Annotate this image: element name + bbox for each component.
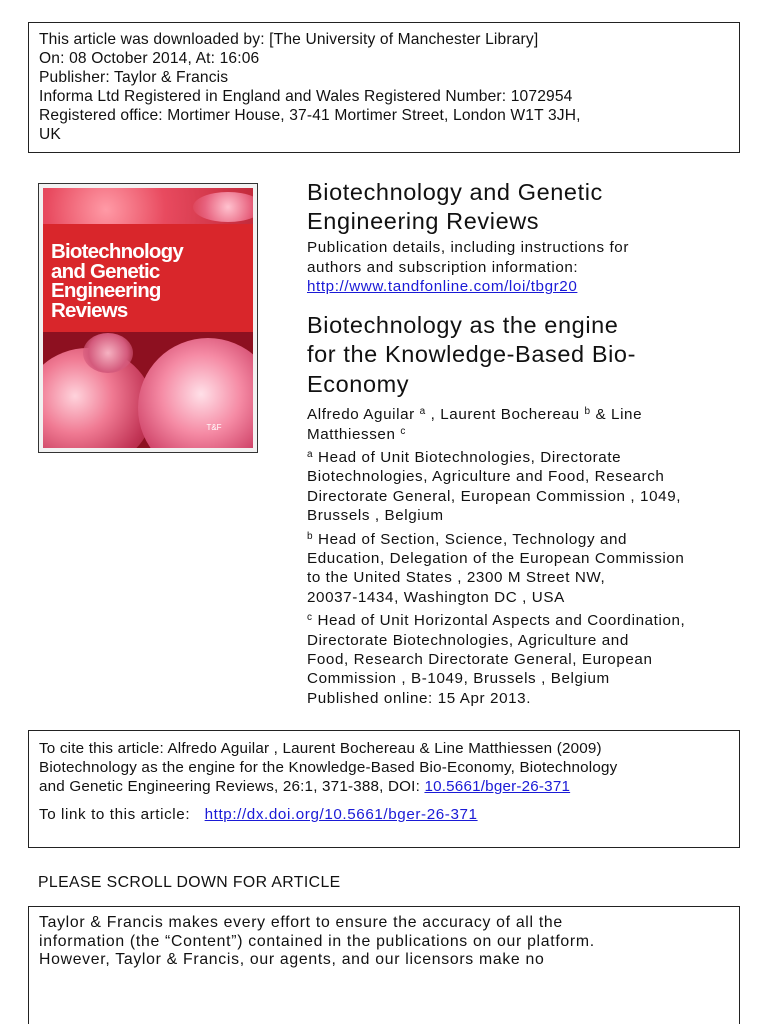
cover-artwork (43, 188, 253, 448)
affiliation-line: Food, Research Directorate General, European (307, 651, 653, 669)
affiliation-marker: a (419, 406, 426, 417)
published-date: Published online: 15 Apr 2013. (307, 689, 532, 707)
citation-line: Biotechnology as the engine for the Knowledge-Based Bio-Economy, Biotechnology (39, 759, 618, 776)
author-name: & Line (595, 406, 643, 423)
cell-illustration (83, 333, 133, 373)
publication-info (307, 178, 747, 708)
article-doi-url-link[interactable]: http://dx.doi.org/10.5661/bger-26-371 (204, 806, 478, 823)
affiliation-line: Brussels , Belgium (307, 507, 444, 525)
affiliation-line: Education, Delegation of the European Commission (307, 550, 685, 568)
article-title-line: for the Knowledge-Based Bio- (307, 341, 637, 367)
article-link-row (39, 805, 729, 824)
affiliation-line: 20037-1434, Washington DC , USA (307, 588, 565, 606)
affiliation-a (307, 448, 747, 526)
article-title (307, 311, 747, 400)
download-line: This article was downloaded by: [The University of Manchester Library] (39, 31, 539, 48)
affiliation-line: Head of Unit Biotechnologies, Directorate (318, 449, 622, 466)
cover-title (51, 242, 183, 320)
cover-title-line: and Genetic (51, 259, 160, 283)
journal-title-line: Biotechnology and Genetic (307, 179, 603, 205)
citation-text: and Genetic Engineering Reviews, 26:1, 371-388, DOI: (39, 778, 425, 795)
article-title-line: Economy (307, 370, 410, 397)
publisher-logo-icon: T&F (206, 423, 222, 432)
journal-title (307, 178, 747, 236)
download-line: Registered office: Mortimer House, 37-41 Mortimer Street, London W1T 3JH, (39, 107, 581, 124)
affiliation-line: to the United States , 2300 M Street NW, (307, 569, 606, 587)
publication-details (307, 238, 747, 297)
journal-url-link[interactable]: http://www.tandfonline.com/loi/tbgr20 (307, 278, 578, 295)
article-title-line: Biotechnology as the engine (307, 311, 619, 338)
cover-title-line: Biotechnology (51, 240, 183, 263)
affiliation-marker: b (307, 530, 314, 542)
disclaimer-line: Taylor & Francis makes every effort to ensure the accuracy of all the (39, 914, 563, 931)
affiliation-line: Head of Unit Horizontal Aspects and Coordination, (317, 612, 686, 630)
affiliation-b (307, 530, 747, 608)
cover-title-line: Engineering (51, 279, 161, 302)
download-line: Informa Ltd Registered in England and Wales Registered Number: 1072954 (39, 88, 573, 105)
affiliation-marker: c (400, 425, 406, 437)
details-line: authors and subscription information: (307, 258, 579, 276)
journal-cover-image (38, 183, 258, 453)
author-name: , Laurent Bochereau (430, 406, 580, 423)
affiliation-c (307, 611, 747, 708)
affiliation-line: Directorate Biotechnologies, Agriculture and (307, 631, 629, 649)
disclaimer-line: information (the “Content”) contained in the publications on our platform. (39, 932, 595, 950)
download-line: Publisher: Taylor & Francis (39, 69, 229, 86)
article-link-label: To link to this article: (39, 806, 191, 823)
affiliation-line: Commission , B-1049, Brussels , Belgium (307, 670, 610, 688)
affiliation-line: Directorate General, European Commission , 1049, (307, 487, 682, 505)
author-name: Matthiessen (307, 425, 396, 443)
affiliation-line: Biotechnologies, Agriculture and Food, Research (307, 468, 665, 486)
author-list (307, 405, 747, 444)
disclaimer-line: However, Taylor & Francis, our agents, and our licensors make no (39, 951, 545, 969)
download-notice-box (28, 22, 740, 153)
doi-link[interactable]: 10.5661/bger-26-371 (424, 778, 571, 795)
journal-title-line: Engineering Reviews (307, 208, 540, 234)
affiliation-line: Head of Section, Science, Technology and (318, 530, 628, 548)
affiliation-marker: c (307, 612, 313, 624)
citation-line: To cite this article: Alfredo Aguilar , Laurent Bochereau & Line Matthiessen (2009) (39, 740, 602, 757)
affiliation-marker: b (584, 406, 591, 417)
cover-title-line: Reviews (51, 298, 128, 322)
affiliation-marker: a (307, 449, 314, 460)
download-line: On: 08 October 2014, At: 16:06 (39, 50, 260, 67)
citation-box (28, 730, 740, 848)
scroll-notice: PLEASE SCROLL DOWN FOR ARTICLE (38, 874, 341, 891)
details-line: Publication details, including instructions for (307, 239, 629, 256)
author-name: Alfredo Aguilar (307, 406, 415, 423)
disclaimer-box (28, 906, 740, 1024)
citation-line (39, 777, 729, 796)
download-line: UK (39, 126, 61, 143)
